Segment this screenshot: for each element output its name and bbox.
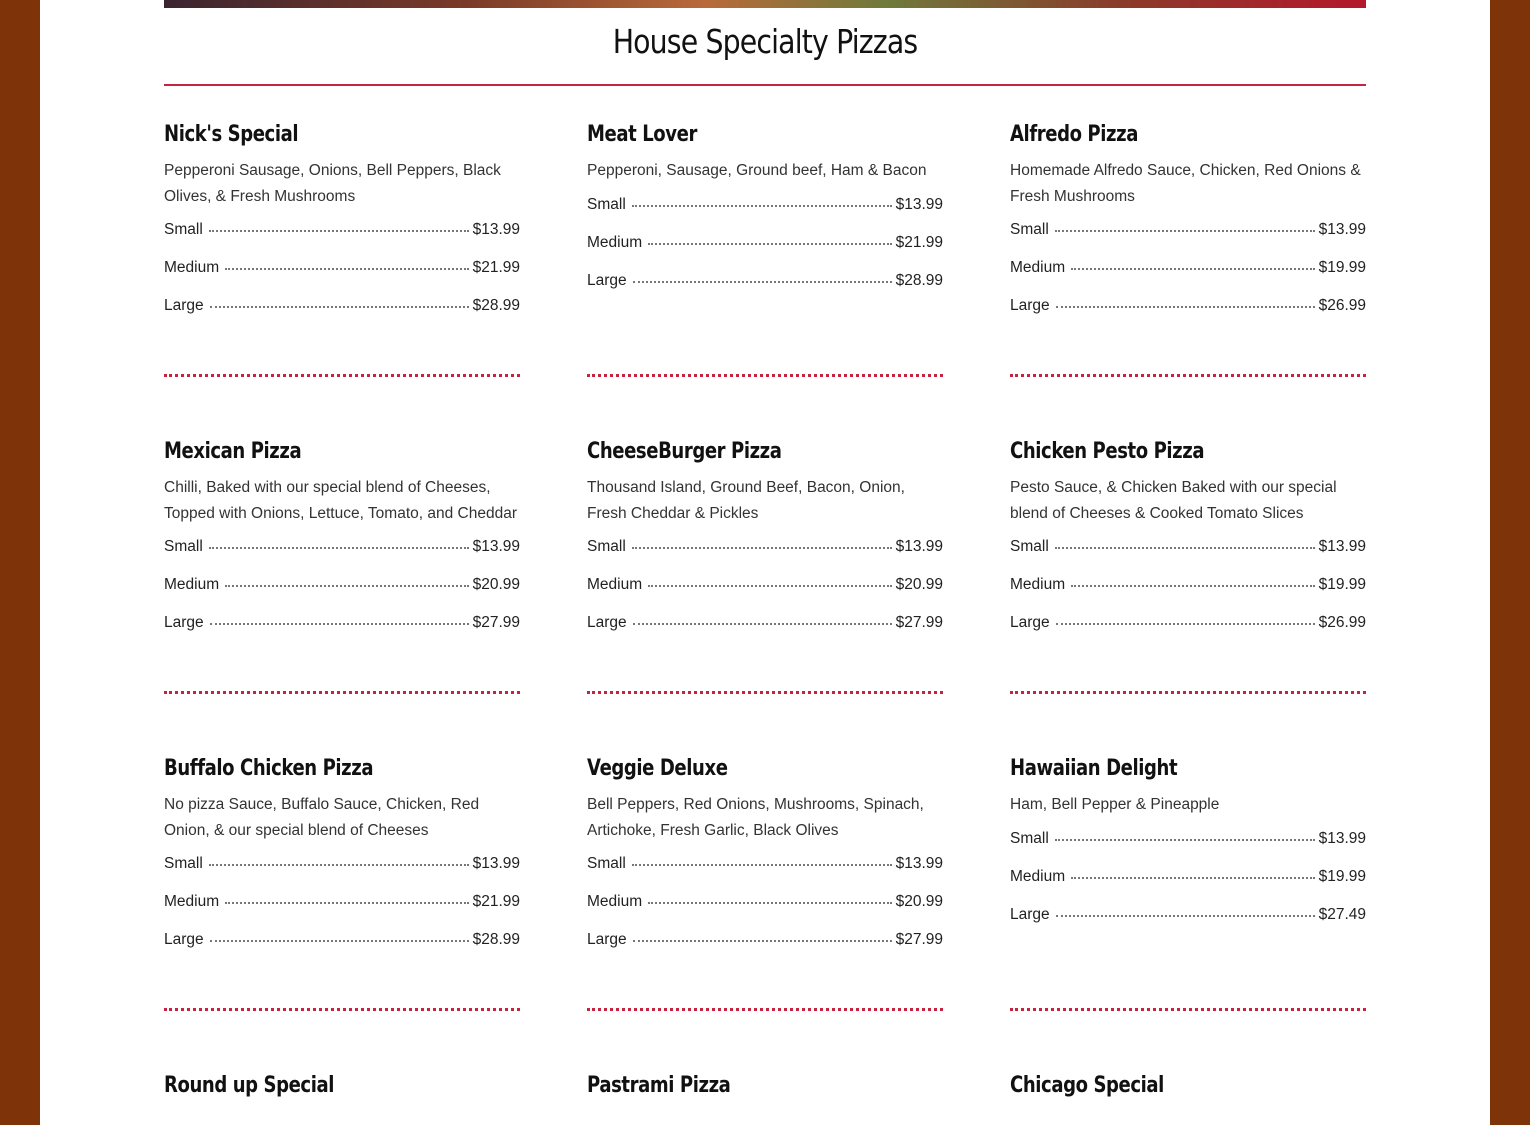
price-value: $13.99 [895, 195, 943, 213]
price-row [164, 538, 520, 576]
menu-item-name: Alfredo Pizza [1010, 122, 1138, 147]
price-list [587, 855, 943, 969]
price-value: $13.99 [472, 855, 520, 872]
menu-item [164, 435, 520, 752]
dot-leader [1056, 914, 1315, 917]
price-value: $13.99 [895, 855, 943, 872]
menu-item-description: Pepperoni Sausage, Onions, Bell Peppers, Black Olives, & Fresh Mushrooms [164, 162, 501, 205]
dot-leader [209, 546, 469, 549]
menu-item-name: Hawaiian Delight [1010, 756, 1178, 781]
menu-item [164, 1069, 520, 1125]
price-row [164, 576, 520, 614]
item-divider [587, 691, 943, 696]
price-row [164, 614, 520, 652]
price-value: $20.99 [895, 576, 943, 593]
price-row [164, 297, 520, 335]
size-label: Large [1010, 614, 1050, 631]
menu-item [587, 1069, 943, 1125]
item-divider [587, 374, 943, 379]
price-row [164, 221, 520, 259]
dot-leader [632, 863, 892, 866]
price-row [1010, 830, 1366, 868]
dot-leader [648, 584, 891, 587]
size-label: Small [1010, 538, 1049, 555]
price-value: $21.99 [472, 893, 520, 910]
menu-item-description: Ham, Bell Pepper & Pineapple [1010, 796, 1220, 813]
price-row [1010, 906, 1366, 944]
dot-leader [209, 863, 469, 866]
item-divider [164, 691, 520, 696]
price-list [1010, 221, 1366, 335]
price-value: $13.99 [1318, 221, 1366, 238]
hero-image-strip [164, 0, 1366, 8]
price-row [164, 259, 520, 297]
item-divider [1010, 1008, 1366, 1013]
price-value: $13.99 [1318, 829, 1366, 847]
menu-item-description: Homemade Alfredo Sauce, Chicken, Red Onions & Fresh Mushrooms [1010, 162, 1361, 205]
size-label: Large [164, 931, 204, 948]
price-row [1010, 868, 1366, 906]
price-row [164, 893, 520, 931]
size-label: Small [1010, 221, 1049, 238]
item-divider [587, 1008, 943, 1013]
price-row [587, 855, 943, 893]
price-row [587, 538, 943, 576]
dot-leader [648, 901, 891, 904]
size-label: Medium [1010, 576, 1066, 593]
menu-item [587, 752, 943, 1069]
size-label: Large [1010, 297, 1050, 314]
menu-item-name: Pastrami Pizza [587, 1073, 731, 1098]
dot-leader [225, 901, 468, 904]
menu-item-description: Thousand Island, Ground Beef, Bacon, Onion, Fresh Cheddar & Pickles [587, 479, 905, 522]
menu-item-description: Chilli, Baked with our special blend of Cheeses, Topped with Onions, Lettuce, Tomato, and Cheddar [164, 479, 517, 522]
price-list [164, 538, 520, 652]
menu-item-name: CheeseBurger Pizza [587, 439, 782, 464]
dot-leader [1071, 876, 1314, 879]
dot-leader [225, 584, 468, 587]
size-label: Small [587, 855, 626, 872]
size-label: Small [587, 538, 626, 555]
price-list [587, 196, 943, 310]
size-label: Small [1010, 829, 1049, 847]
menu-item-name: Buffalo Chicken Pizza [164, 756, 374, 781]
price-row [587, 576, 943, 614]
dot-leader [1071, 584, 1314, 587]
dot-leader [1055, 229, 1315, 232]
dot-leader [1071, 267, 1314, 270]
size-label: Small [164, 855, 203, 872]
menu-page [40, 0, 1490, 1125]
size-label: Medium [1010, 867, 1066, 885]
dot-leader [632, 546, 892, 549]
dot-leader [1055, 546, 1315, 549]
menu-item [164, 752, 520, 1069]
price-value: $26.99 [1318, 297, 1366, 314]
price-value: $20.99 [472, 576, 520, 593]
menu-item-description: Pesto Sauce, & Chicken Baked with our special blend of Cheeses & Cooked Tomato Slices [1010, 479, 1337, 522]
menu-item [587, 435, 943, 752]
price-value: $20.99 [895, 893, 943, 910]
price-list [587, 538, 943, 652]
price-value: $21.99 [472, 259, 520, 276]
price-row [1010, 297, 1366, 335]
price-list [164, 221, 520, 335]
menu-item [1010, 752, 1366, 1069]
price-value: $26.99 [1318, 614, 1366, 631]
dot-leader [210, 939, 469, 942]
size-label: Small [164, 538, 203, 555]
price-value: $21.99 [895, 233, 943, 251]
item-divider [1010, 374, 1366, 379]
dot-leader [1055, 838, 1315, 841]
dot-leader [210, 305, 469, 308]
price-value: $19.99 [1318, 259, 1366, 276]
menu-item-description: Pepperoni, Sausage, Ground beef, Ham & Bacon [587, 162, 927, 179]
menu-grid [164, 118, 1366, 1125]
menu-item-name: Round up Special [164, 1073, 335, 1098]
size-label: Medium [1010, 259, 1066, 276]
size-label: Large [164, 297, 204, 314]
dot-leader [648, 242, 891, 245]
section-title: House Specialty Pizzas [612, 22, 918, 61]
menu-item-name: Mexican Pizza [164, 439, 302, 464]
size-label: Medium [587, 893, 643, 910]
price-value: $19.99 [1318, 576, 1366, 593]
price-row [164, 931, 520, 969]
item-divider [164, 1008, 520, 1013]
price-row [164, 855, 520, 893]
dot-leader [225, 267, 468, 270]
price-list [1010, 538, 1366, 652]
item-divider [164, 374, 520, 379]
price-row [1010, 221, 1366, 259]
price-row [587, 234, 943, 272]
dot-leader [209, 229, 469, 232]
price-value: $13.99 [472, 538, 520, 555]
size-label: Medium [164, 576, 220, 593]
dot-leader [633, 280, 892, 283]
menu-item-description [587, 1109, 943, 1125]
menu-item-description: Bell Peppers, Red Onions, Mushrooms, Spinach, Artichoke, Fresh Garlic, Black Olives [587, 796, 924, 839]
size-label: Medium [587, 576, 643, 593]
menu-item-name: Chicago Special [1010, 1073, 1164, 1098]
price-row [1010, 614, 1366, 652]
size-label: Medium [587, 233, 643, 251]
menu-item [587, 118, 943, 435]
price-row [1010, 259, 1366, 297]
title-divider [164, 84, 1366, 86]
price-row [587, 893, 943, 931]
price-row [587, 196, 943, 234]
price-row [587, 614, 943, 652]
menu-item-name: Chicken Pesto Pizza [1010, 439, 1205, 464]
dot-leader [210, 622, 469, 625]
size-label: Small [164, 221, 203, 238]
price-value: $28.99 [472, 931, 520, 948]
dot-leader [1056, 305, 1315, 308]
item-divider [1010, 691, 1366, 696]
size-label: Large [587, 614, 627, 631]
price-row [587, 931, 943, 969]
size-label: Large [1010, 905, 1050, 923]
price-row [587, 272, 943, 310]
dot-leader [632, 204, 892, 207]
price-value: $13.99 [1318, 538, 1366, 555]
price-value: $27.99 [472, 614, 520, 631]
price-value: $27.49 [1318, 905, 1366, 923]
size-label: Large [164, 614, 204, 631]
menu-item-description [1010, 1109, 1366, 1125]
price-value: $28.99 [895, 271, 943, 289]
dot-leader [1056, 622, 1315, 625]
size-label: Large [587, 271, 627, 289]
size-label: Medium [164, 259, 220, 276]
price-value: $27.99 [895, 931, 943, 948]
price-value: $28.99 [472, 297, 520, 314]
menu-item-description [164, 1109, 520, 1125]
price-list [1010, 830, 1366, 944]
size-label: Large [587, 931, 627, 948]
menu-item-name: Meat Lover [587, 122, 697, 147]
dot-leader [633, 622, 892, 625]
price-row [1010, 576, 1366, 614]
price-row [1010, 538, 1366, 576]
price-value: $19.99 [1318, 867, 1366, 885]
price-list [164, 855, 520, 969]
menu-item [1010, 1069, 1366, 1125]
menu-item [1010, 118, 1366, 435]
menu-item-name: Veggie Deluxe [587, 756, 728, 781]
menu-item-description: No pizza Sauce, Buffalo Sauce, Chicken, Red Onion, & our special blend of Cheeses [164, 796, 480, 839]
size-label: Medium [164, 893, 220, 910]
dot-leader [633, 939, 892, 942]
size-label: Small [587, 195, 626, 213]
price-value: $13.99 [472, 221, 520, 238]
price-value: $13.99 [895, 538, 943, 555]
price-value: $27.99 [895, 614, 943, 631]
menu-item-name: Nick's Special [164, 122, 299, 147]
menu-item [1010, 435, 1366, 752]
menu-item [164, 118, 520, 435]
